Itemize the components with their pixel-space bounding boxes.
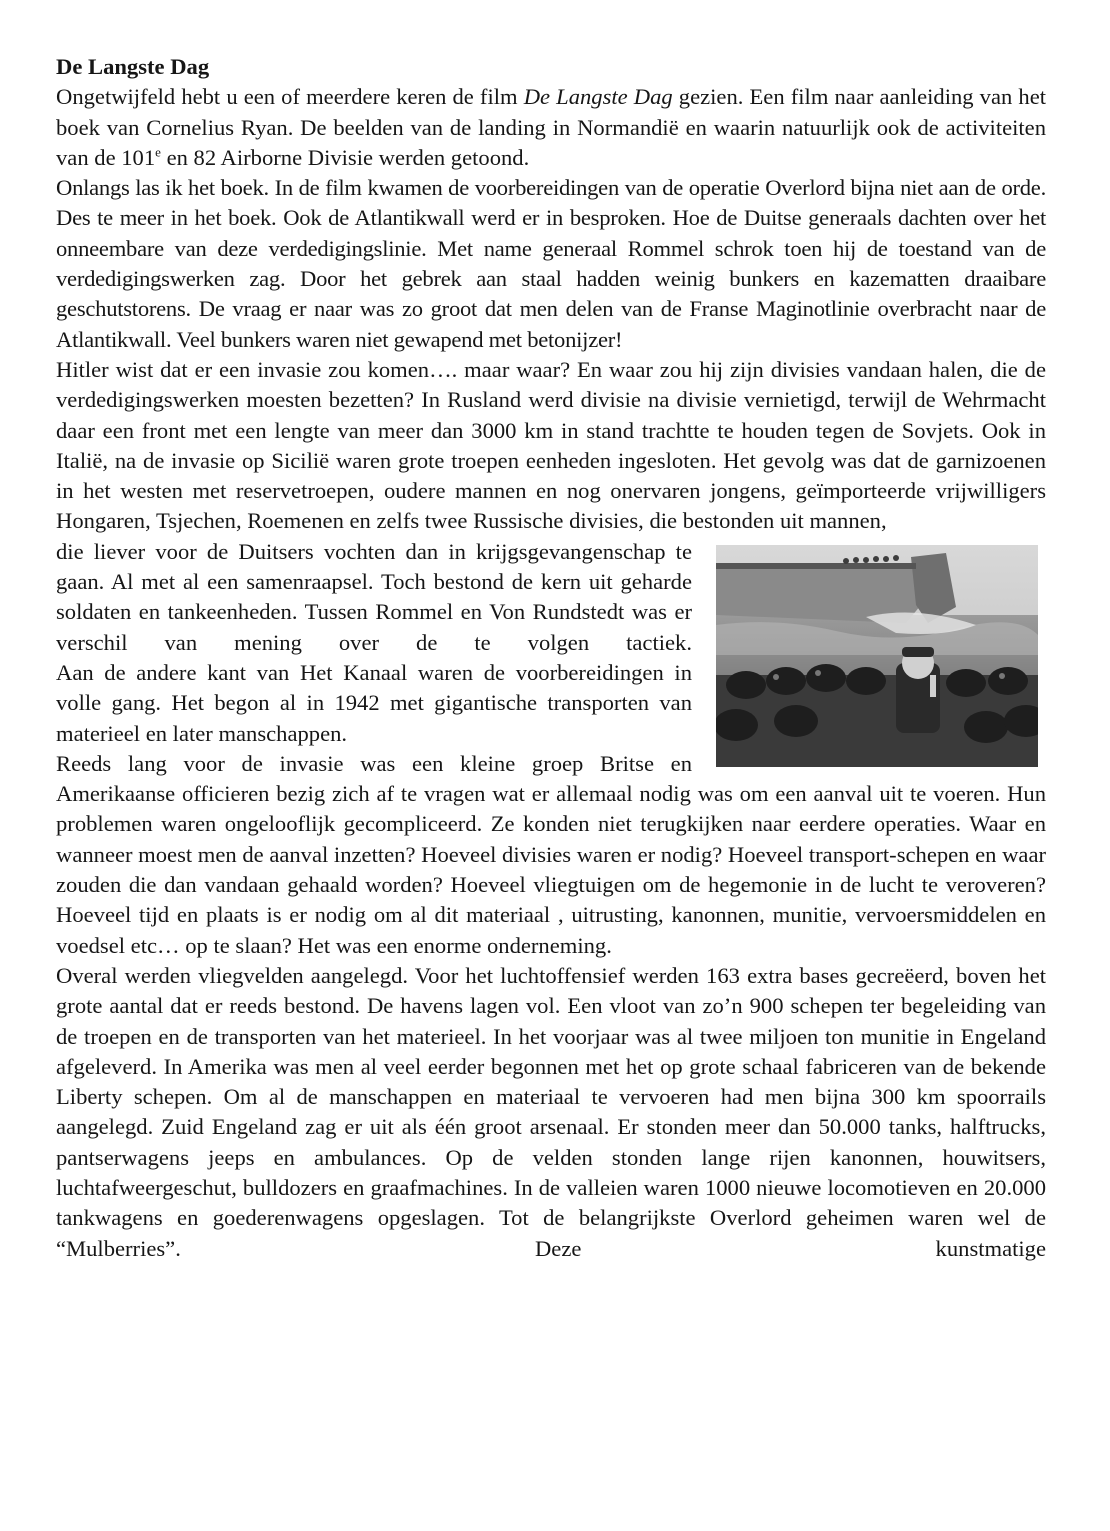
landing-craft-image: [716, 545, 1038, 767]
article: [56, 52, 1046, 1264]
paragraph-atlantikwall: Onlangs las ik het boek. In de film kwamen de voorbereidingen van de operatie Overlord bijna niet aan de orde. Des te meer in het boek. Ook de Atlantikwall werd er in besproken. Hoe de Duitse generaals dachten over het onneembare van deze verdedigingslinie. Met name generaal Rommel schrok toen hij de toestand van de verdedigingswerken zag. Door het gebrek aan staal hadden weinig bunkers en kazematten draaibare geschutstorens. De vraag er naar was zo groot dat men delen van de Franse Maginotlinie overbracht naar de Atlantikwall. Veel bunkers waren niet gewapend met betonijzer!: [56, 175, 1046, 352]
paragraph-intro-b: gezien. Een film naar aanleiding van het boek van Cornelius Ryan. De beelden van de landing in Normandië en waarin natuurlijk ook de activiteiten van de 101: [56, 84, 1046, 170]
film-title: De Langste Dag: [523, 84, 673, 110]
paragraph-channel: Aan de andere kant van Het Kanaal waren de voorbereidingen in volle gang. Het begon al in 1942 met gigantische transporten van materieel en later manschappen.: [56, 659, 692, 746]
paragraph-hitler: Hitler wist dat er een invasie zou komen…. maar waar? En waar zou hij zijn divisies vandaan halen, die de verdedigingswerken moesten bezetten? In Rusland werd divisie na divisie vernietigd, terwijl de Wehrmacht daar een front met een lengte van meer dan 3000 km in stand trachtte te houden tegen de Sovjets. Ook in Italië, na de invasie op Sicilië waren grote troepen eenheden ingesloten. Het gevolg was dat de garnizoenen in het westen met reservetroepen, oudere mannen en nog onervaren jongens, geïmporteerde vrijwilligers Hongaren, Tsjechen, Roemenen en zelfs twee Russische divisies, die bestonden uit mannen,: [56, 356, 1046, 534]
landing-craft-photo: [716, 545, 1038, 767]
paragraph-intro-c: en 82 Airborne Divisie werden getoond.: [160, 144, 530, 170]
article-title: De Langste Dag: [56, 54, 210, 79]
photo-section: [56, 537, 1046, 749]
paragraph-intro-a: Ongetwijfeld hebt u een of meerdere keren de film: [56, 84, 524, 110]
paragraph-hitler-continued: die liever voor de Duitsers vochten dan in krijgsgevangenschap te gaan. Al met al een samenraapsel. Toch bestond de kern uit geharde soldaten en tankeenheden. Tussen Rommel en Von Rundstedt was er verschil van mening over de te volgen tactiek.: [56, 538, 692, 655]
ordinal-suffix: e: [155, 144, 161, 160]
paragraph-intro: [56, 82, 1046, 173]
paragraph-airfields: Overal werden vliegvelden aangelegd. Voor het luchtoffensief werden 163 extra bases gecreëerd, boven het grote aantal dat er reeds bestond. De havens lagen vol. Een vloot van zo’n 900 schepen ter begeleiding van de troepen en de transporten van het materieel. In het voorjaar was al twee miljoen ton munitie in Engeland afgeleverd. In Amerika was men al veel eerder begonnen met het op grote schaal fabriceren van de bekende Liberty schepen. Om al de manschappen en materiaal te vervoeren had men bijna 300 km spoorrails aangelegd. Zuid Engeland zag er uit als één groot arsenaal. Er stonden meer dan 50.000 tanks, halftrucks, pantserwagens jeeps en ambulances. Op de velden stonden lange rijen kanonnen, houwitsers, luchtafweergeschut, bulldozers en graafmachines. In de valleien waren 1000 nieuwe locomotieven en 20.000 tankwagens en goederenwagens opgeslagen. Tot de belangrijkste Overlord geheimen waren wel de “Mulberries”. Deze kunstmatige: [56, 962, 1046, 1261]
paragraph-planning: Reeds lang voor de invasie was een kleine groep Britse en Amerikaanse officieren bezig zich af te vragen wat er allemaal nodig was om een aanval uit te voeren. Hun problemen waren ongelooflijk gecompliceerd. Ze konden niet terugkijken naar eerdere operaties. Waar en wanneer moest men de aanval inzetten? Hoeveel divisies waren er nodig? Hoeveel transport-schepen en waar zouden die dan vandaan gehaald worden? Hoeveel vliegtuigen om de hegemonie in de lucht te veroveren? Hoeveel tijd en plaats is er nodig om al dit materiaal , uitrusting, kanonnen, munitie, vervoersmiddelen en voedsel etc… op te slaan? Het was een enorme onderneming.: [56, 750, 1046, 958]
